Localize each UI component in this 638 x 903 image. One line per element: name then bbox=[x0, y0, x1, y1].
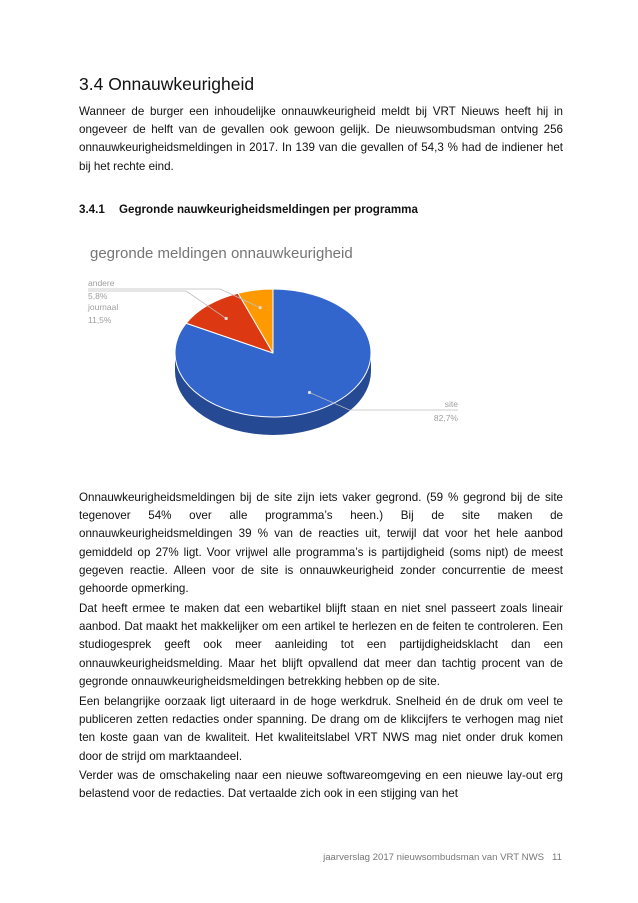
leader-dot-andere bbox=[259, 306, 262, 309]
slice-name-journaal: journaal bbox=[88, 302, 119, 312]
subsection-heading bbox=[79, 203, 418, 216]
slice-value-journaal: 11,5% bbox=[88, 315, 112, 325]
leader-dot-site bbox=[308, 391, 311, 394]
page-footer bbox=[323, 852, 562, 863]
slice-name-andere: andere bbox=[88, 278, 115, 288]
chart-title: gegronde meldingen onnauwkeurigheid bbox=[90, 245, 353, 262]
section-title: 3.4 Onnauwkeurigheid bbox=[79, 74, 255, 94]
slice-value-andere: 5,8% bbox=[88, 291, 108, 301]
slice-value-site: 82,7% bbox=[433, 413, 458, 423]
leader-dot-journaal bbox=[225, 317, 228, 320]
subsection-number: 3.4.1 bbox=[79, 203, 105, 216]
pie-chart-svg bbox=[80, 232, 482, 454]
subsection-title: Gegronde nauwkeurigheidsmeldingen per programma bbox=[119, 203, 418, 216]
paragraph-3: Een belangrijke oorzaak ligt uiteraard in de hoge werkdruk. Snelheid én de druk om veel te publiceren zetten redacties onder spanning. De drang om de klikcijfers te verhogen mag niet ten koste gaan van de kwaliteit. Het kwaliteitslabel VRT NWS mag niet onder druk komen door de strijd om marktaandeel. bbox=[79, 695, 563, 763]
footer-text: jaarverslag 2017 nieuwsombudsman van VRT NWS bbox=[323, 852, 545, 863]
pie-chart bbox=[80, 232, 482, 454]
paragraph-1: Onnauwkeurigheidsmeldingen bij de site zijn iets vaker gegrond. (59 % gegrond bij de site tegenover 54% over alle programma’s heen.) Bij de site maken de onnauwkeurigheidsmeldingen 39 % van de reacties uit, terwijl dat voor het hele aanbod gemiddeld op 27% ligt. Voor vrijwel alle programma’s is partijdigheid (soms nipt) de meest gegeven reactie. Alleen voor de site is onnauwkeurigheid zonder concurrentie de meest gehoorde opmerking. bbox=[79, 491, 563, 596]
paragraph-4: Verder was de omschakeling naar een nieuwe softwareomgeving en een nieuwe lay-out erg belastend voor de redacties. Dat vertaalde zich ook in een stijging van het bbox=[79, 769, 563, 801]
pie-top-layer bbox=[175, 289, 371, 417]
intro-paragraph: Wanneer de burger een inhoudelijke onnauwkeurigheid meldt bij VRT Nieuws heeft hij in ongeveer de helft van de gevallen ook gewoon gelijk. De nieuwsombudsman ontving 256 onnauwkeurigheidsmeldingen in 2017. In 139 van die gevallen of 54,3 % had de indiener het bij het rechte eind. bbox=[79, 105, 563, 173]
page-number: 11 bbox=[552, 852, 562, 863]
paragraph-2: Dat heeft ermee te maken dat een webartikel blijft staan en niet snel passeert zoals lineair aanbod. Dat maakt het makkelijker om een artikel te herlezen en de feiten te controleren. Een studiogesprek geeft ook meer aanleiding tot een partijdigheidsklacht dan een onnauwkeurigheidsmelding. Maar het blijft opvallend dat meer dan tachtig procent van de gegronde onnauwkeurigheidsmeldingen betrekking hebben op de site. bbox=[79, 602, 563, 688]
slice-name-site: site bbox=[444, 399, 458, 409]
